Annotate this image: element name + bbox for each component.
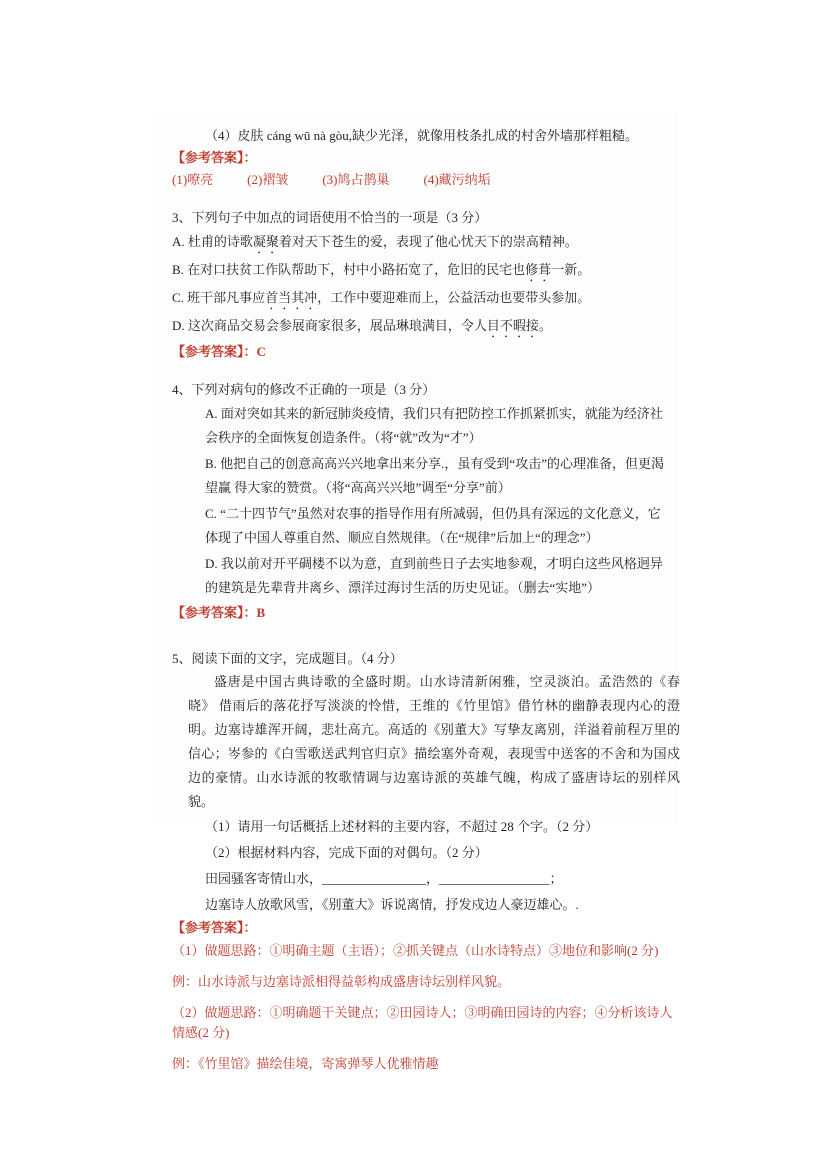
answer-line-q4 bbox=[172, 602, 673, 624]
q3-c-pre: C. 班干部凡事应 bbox=[172, 290, 266, 306]
answer-line-q3 bbox=[172, 341, 673, 363]
q5-sub-question-2: （2）根据材料内容，完成下面的对偶句。（2 分） bbox=[205, 845, 488, 861]
q4-option-a: A. 面对突如其来的新冠肺炎疫情，我们只有把防控工作抓紧抓实，就能为经济社会秩序的全面恢复创造条件。（将“就”改为“才”） bbox=[205, 405, 663, 445]
q5-answer-block bbox=[172, 918, 673, 1074]
question-4 bbox=[172, 379, 673, 624]
answer-q2-3: (3)鸠占鹊巢 bbox=[322, 172, 390, 188]
q4-option-c: C. “二十四节气”虽然对农事的指导作用有所减弱，但仍具有深远的文化意义，它体现了中国人尊重自然、顺应自然规律。（在“规律”后加上“的理念”） bbox=[205, 505, 661, 545]
question-5 bbox=[172, 648, 680, 1074]
q3-d-pre: D. 这次商品交易会参展商家很多，展品琳琅满目，令人 bbox=[172, 318, 487, 334]
question-4-options bbox=[205, 402, 673, 600]
question-4-heading: 4、下列对病句的修改不正确的一项是（3 分） bbox=[172, 382, 436, 398]
q5-reading-passage: 盛唐是中国古典诗歌的全盛时期。山水诗清新闲雅，空灵淡泊。孟浩然的《春晓》 借雨后的落花抒写淡淡的怜惜，王维的《竹里馆》借竹林的幽静表现内心的澄明。边塞诗雄浑开阔，悲壮高亢。高适的《别董大》写挚友离别，洋溢着前程万里的信心；岑参的《白雪歌送武判官归京》描绘塞外奇观，表现雪中送客的不舍和为国戍边的豪情。山水诗派的牧歌情调与边塞诗派的英雄气魄，构成了盛唐诗坛的别样风貌。 bbox=[188, 674, 680, 810]
answer-label-q2: 【参考答案】： bbox=[172, 150, 257, 166]
q4-option-b: B. 他把自己的创意高高兴兴地拿出来分享.，虽有受到“攻击”的心理准备，但更渴望赢 得大家的赞赏。（将“高高兴兴地”调至“分享”前） bbox=[205, 455, 664, 495]
exam-content bbox=[152, 112, 679, 1074]
answer-q4: B bbox=[256, 604, 266, 620]
q5-example-2: 例：《竹里馆》描绘佳境，寄寓弹琴人优雅情趣 bbox=[172, 1056, 439, 1072]
q5-example-1: 例：山水诗派与边塞诗派相得益彰构成盛唐诗坛别样风貌。 bbox=[172, 973, 511, 989]
q3-option-c bbox=[172, 285, 673, 313]
exam-page bbox=[152, 112, 680, 1072]
answer-label-q3: 【参考答案】： bbox=[172, 344, 257, 360]
q5-answer-2: （2）做题思路：①明确题干关键点；②田园诗人；③明确田园诗的内容；④分析该诗人情感(2 分) bbox=[172, 1004, 673, 1040]
q3-a-dotted-word: 凝聚 bbox=[252, 234, 279, 250]
q3-d-dotted-word: 目不暇接 bbox=[486, 318, 539, 334]
q5-couplet-line-2: 边塞诗人放歌风雪，《别董大》诉说离情，抒发戍边人豪迈雄心。. bbox=[205, 897, 579, 913]
q3-b-post: 一新。 bbox=[551, 262, 591, 278]
answer-q2-4: (4)藏污纳垢 bbox=[423, 172, 491, 188]
question-3-heading: 3、下列句子中加点的词语使用不恰当的一项是（3 分） bbox=[172, 210, 488, 226]
q3-a-pre: A. 杜甫的诗歌 bbox=[172, 234, 253, 250]
answer-label-q4: 【参考答案】： bbox=[172, 604, 257, 620]
q5-sub-question-1: （1）请用一句话概括上述材料的主要内容，不超过 28 个字。（2 分） bbox=[205, 819, 599, 835]
q3-d-post: 。 bbox=[538, 318, 552, 334]
q3-b-dotted-word: 修葺 bbox=[525, 262, 552, 278]
question-3 bbox=[172, 207, 673, 363]
answer-label-q5: 【参考答案】： bbox=[172, 920, 257, 936]
q4-option-d: D. 我以前对开平碉楼不以为意，直到前些日子去实地参观，才明白这些风格迥异的建筑是先辈背井离乡、漂洋过海讨生活的历史见证。（删去“实地”） bbox=[205, 555, 663, 595]
q3-c-post: ，工作中要迎难而上，公益活动也要带头参加。 bbox=[317, 290, 591, 306]
q3-b-pre: B. 在对口扶贫工作队帮助下，村中小路拓宽了，危旧的民宅也 bbox=[172, 262, 526, 278]
q5-couplet-line-1: 田园骚客寄情山水，________________，_________________； bbox=[205, 871, 563, 887]
q3-option-a bbox=[172, 229, 673, 257]
answer-q3: C bbox=[256, 344, 266, 360]
answer-q2-1: (1)嘹亮 bbox=[172, 172, 214, 188]
q3-option-d bbox=[172, 313, 673, 341]
question-3-options bbox=[172, 229, 673, 341]
question-2-item-4: （4）皮肤 cáng wū nà gòu,缺少光泽，就像用枝条扎成的村舍外墙那样粗糙。 bbox=[205, 128, 638, 143]
answer-q2-2: (2)褶皱 bbox=[247, 172, 289, 188]
answer-row-q2 bbox=[172, 169, 673, 191]
q3-option-b bbox=[172, 257, 673, 285]
question-5-heading: 5、阅读下面的文字，完成题目。（4 分） bbox=[172, 651, 403, 667]
q5-answer-1: （1）做题思路：①明确主题（主语）；②抓关键点（山水诗特点）③地位和影响(2 分) bbox=[172, 942, 659, 958]
q3-a-post: 着对天下苍生的爱，表现了他心忧天下的崇高精神。 bbox=[278, 234, 578, 250]
q3-c-dotted-word: 首当其冲 bbox=[265, 290, 318, 306]
